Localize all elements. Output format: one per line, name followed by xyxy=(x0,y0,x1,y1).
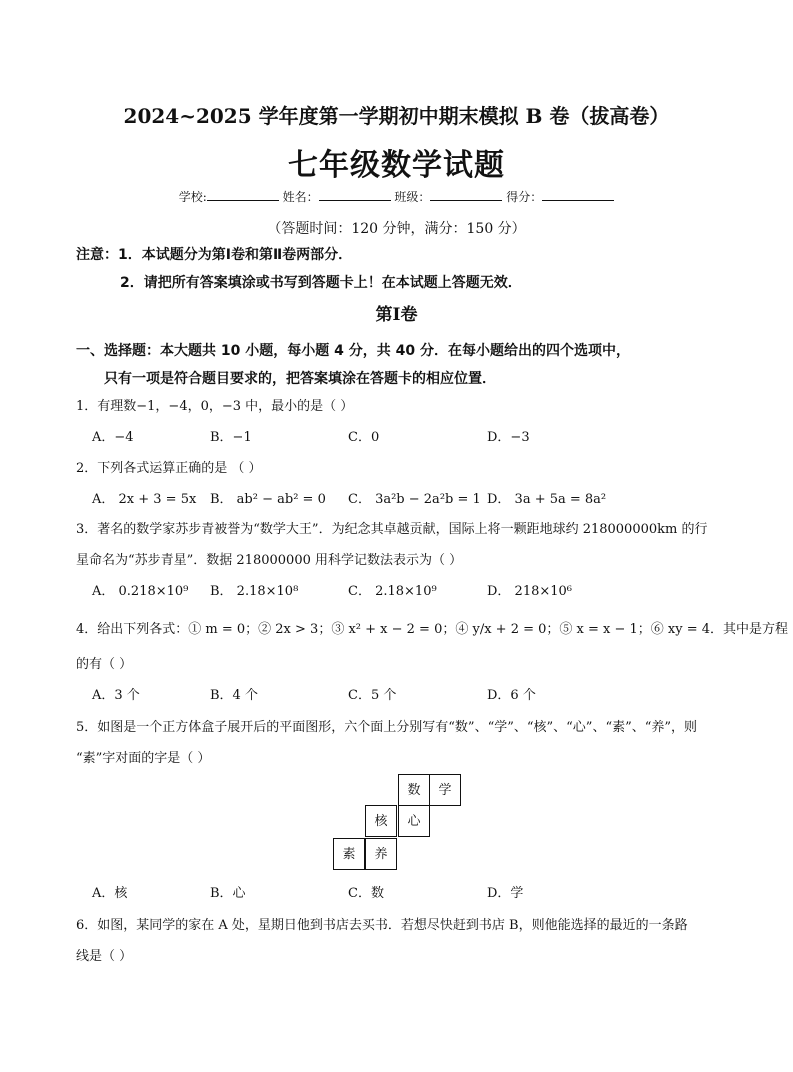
q5-option-d[interactable]: D．学 xyxy=(487,886,524,901)
q1-option-c[interactable]: C．0 xyxy=(348,430,380,445)
net-cell-1: 数 xyxy=(398,774,430,806)
net-cell-2: 学 xyxy=(429,774,461,806)
name-blank[interactable] xyxy=(319,189,391,201)
q1-option-d[interactable]: D．−3 xyxy=(487,430,530,445)
question-3-stem-line-1: 3．著名的数学家苏步青被誉为“数学大王”．为纪念其卓越贡献，国际上将一颗距地球约 218000000km 的行 xyxy=(76,522,708,537)
question-1-stem: 1．有理数−1，−4，0，−3 中，最小的是（ ） xyxy=(76,399,354,414)
q4-option-b[interactable]: B．4 个 xyxy=(210,688,258,703)
section-heading-1: 一、选择题：本大题共 10 小题，每小题 4 分，共 40 分．在每小题给出的四个选项中， xyxy=(76,343,630,359)
school-blank[interactable] xyxy=(207,189,279,201)
net-cell-3: 核 xyxy=(365,805,397,837)
question-3-stem-line-2: 星命名为“苏步青星”．数据 218000000 用科学记数法表示为（ ） xyxy=(76,553,463,568)
exam-subject-title: 七年级数学试题 xyxy=(288,148,505,183)
q1-option-a[interactable]: A．−4 xyxy=(92,430,134,445)
question-6-stem-line-2: 线是（ ） xyxy=(76,949,133,964)
question-4-stem-line-2: 的有（ ） xyxy=(76,657,133,672)
notice-1: 注意：1．本试题分为第Ⅰ卷和第Ⅱ卷两部分． xyxy=(76,247,353,263)
net-cell-4: 心 xyxy=(398,805,430,837)
section-heading-2: 只有一项是符合题目要求的，把答案填涂在答题卡的相应位置． xyxy=(104,371,496,387)
student-info-line xyxy=(0,188,793,205)
q5-option-b[interactable]: B．心 xyxy=(210,886,246,901)
question-6-stem-line-1: 6．如图，某同学的家在 A 处，星期日他到书店去买书．若想尽快赶到书店 B，则他能选择的最近的一条路 xyxy=(76,918,688,933)
q1-option-b[interactable]: B．−1 xyxy=(210,430,252,445)
name-label: 姓名： xyxy=(282,190,319,204)
question-5-stem-line-2: “素”字对面的字是（ ） xyxy=(76,751,211,766)
notice-2: 2．请把所有答案填涂或书写到答题卡上！在本试题上答题无效． xyxy=(120,275,522,291)
q2-option-c[interactable]: C． 3a²b − 2a²b = 1 xyxy=(348,492,481,507)
q4-option-d[interactable]: D．6 个 xyxy=(487,688,536,703)
class-label: 班级： xyxy=(394,190,431,204)
q2-option-d[interactable]: D． 3a + 5a = 8a² xyxy=(487,492,607,507)
score-label: 得分： xyxy=(506,190,543,204)
q3-option-a[interactable]: A． 0.218×10⁹ xyxy=(92,584,189,599)
cube-net-figure xyxy=(333,774,463,872)
q5-option-c[interactable]: C．数 xyxy=(348,886,384,901)
school-label: 学校: xyxy=(178,190,207,204)
exam-title: 2024~2025 学年度第一学期初中期末模拟 B 卷（拔高卷） xyxy=(123,104,670,128)
q4-option-a[interactable]: A．3 个 xyxy=(92,688,140,703)
q3-option-b[interactable]: B． 2.18×10⁸ xyxy=(210,584,299,599)
q5-option-a[interactable]: A．核 xyxy=(92,886,128,901)
q4-option-c[interactable]: C．5 个 xyxy=(348,688,397,703)
question-2-stem: 2．下列各式运算正确的是 （ ） xyxy=(76,461,262,476)
score-blank[interactable] xyxy=(542,189,614,201)
net-cell-6: 养 xyxy=(365,838,397,870)
net-cell-5: 素 xyxy=(333,838,365,870)
question-5-stem-line-1: 5．如图是一个正方体盒子展开后的平面图形，六个面上分别写有“数”、“学”、“核”、“心”、“素”、“养”，则 xyxy=(76,720,698,735)
q3-option-c[interactable]: C． 2.18×10⁹ xyxy=(348,584,437,599)
class-blank[interactable] xyxy=(430,189,502,201)
question-4-stem-line-1: 4．给出下列各式：① m = 0；② 2x > 3；③ x² + x − 2 = 0；④ y/x + 2 = 0；⑤ x = x − 1；⑥ xy = 4．其中是方程 xyxy=(76,622,789,637)
exam-time-note: （答题时间：120 分钟，满分：150 分） xyxy=(267,221,526,237)
volume-title: 第Ⅰ卷 xyxy=(375,305,418,325)
q2-option-a[interactable]: A． 2x + 3 = 5x xyxy=(92,492,197,507)
q3-option-d[interactable]: D． 218×10⁶ xyxy=(487,584,573,599)
q2-option-b[interactable]: B． ab² − ab² = 0 xyxy=(210,492,326,507)
